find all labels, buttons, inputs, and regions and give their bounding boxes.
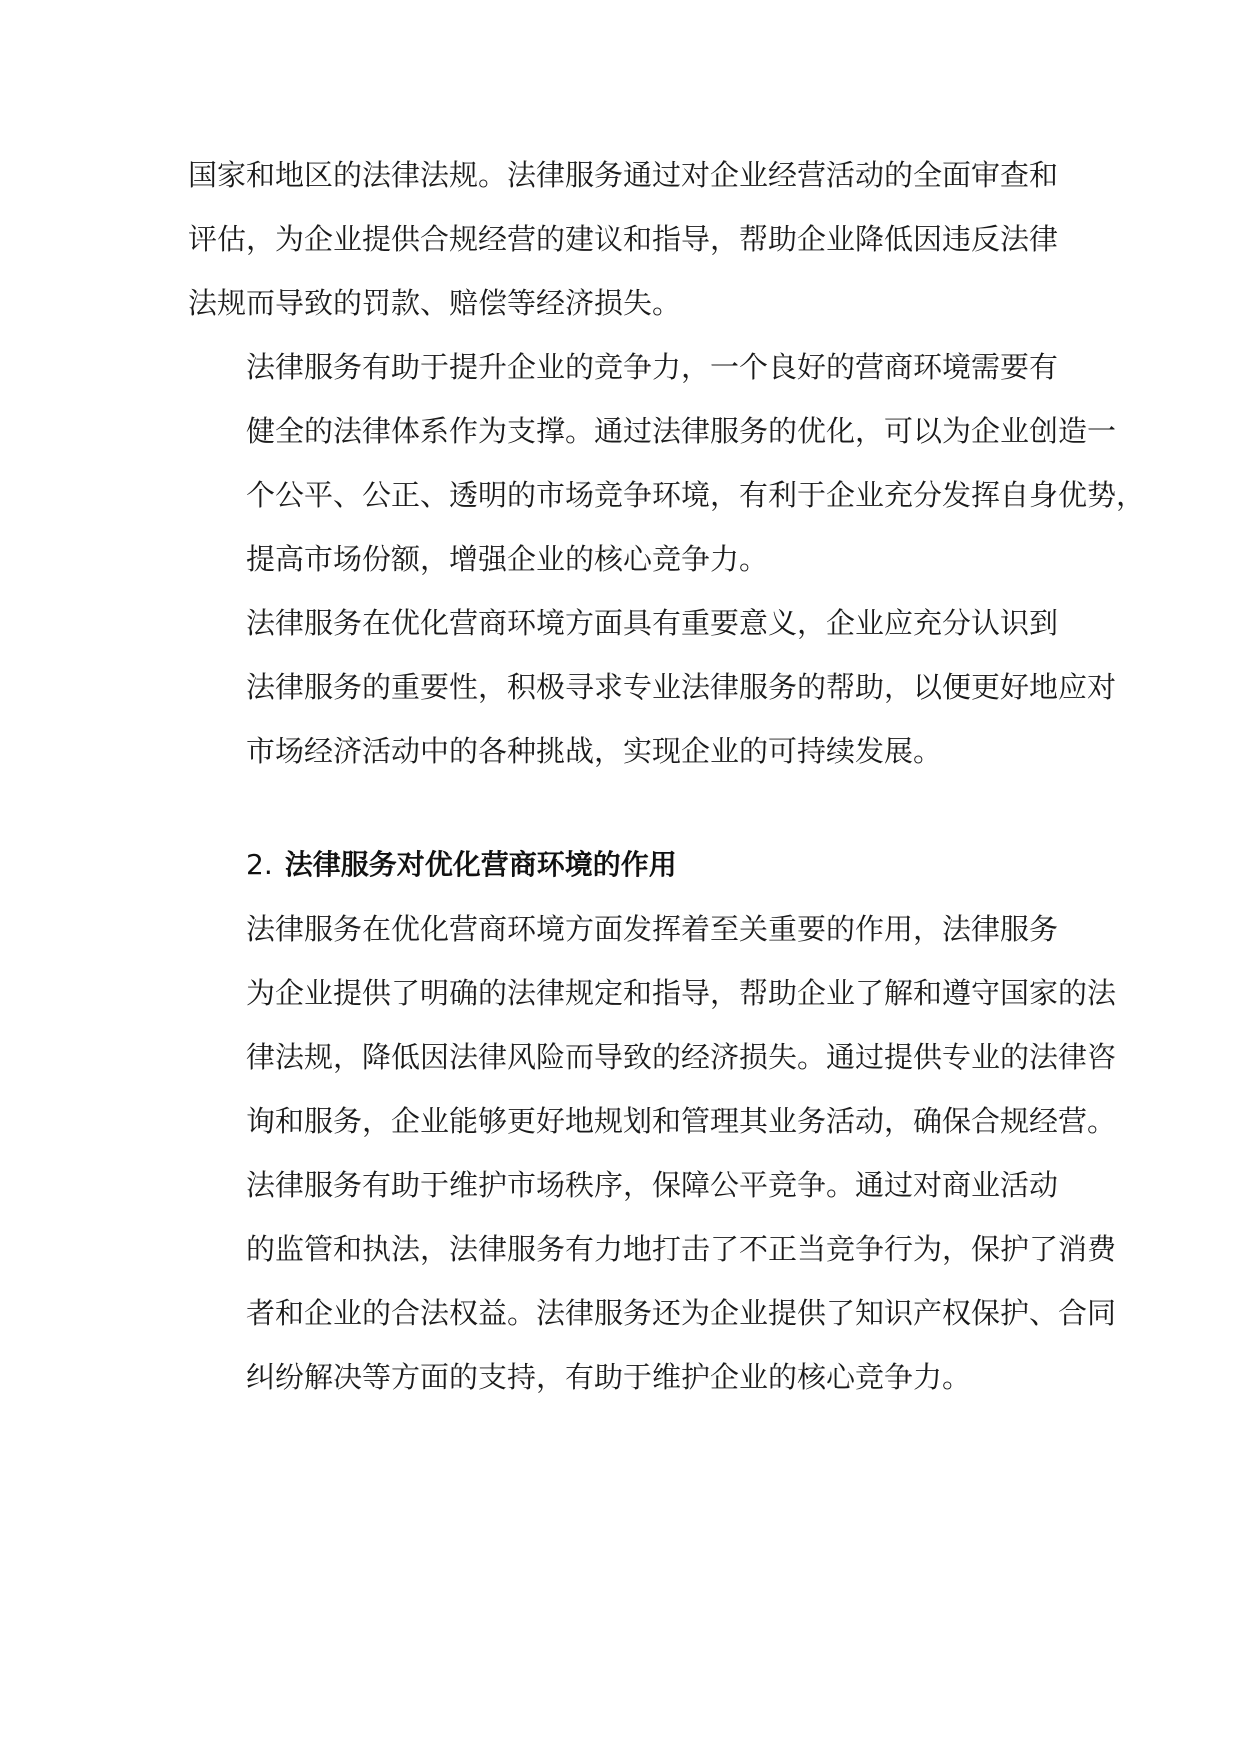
paragraph-line: 国家和地区的法律法规。法律服务通过对企业经营活动的全面审查和: [188, 158, 1059, 192]
paragraph-line: 法律服务在优化营商环境方面发挥着至关重要的作用，法律服务: [246, 912, 1059, 946]
paragraph-line: 健全的法律体系作为支撑。通过法律服务的优化，可以为企业创造一: [246, 414, 1117, 448]
paragraph-line: 法律服务有助于维护市场秩序，保障公平竞争。通过对商业活动: [246, 1168, 1059, 1202]
paragraph-line: 法律服务有助于提升企业的竞争力，一个良好的营商环境需要有: [246, 350, 1059, 384]
section-title: 法律服务对优化营商环境的作用: [284, 848, 677, 881]
paragraph-5: [188, 1153, 1117, 1409]
paragraph-line: 法规而导致的罚款、赔偿等经济损失。: [188, 286, 682, 320]
paragraph-line: 律法规，降低因法律风险而导致的经济损失。通过提供专业的法律咨: [246, 1040, 1117, 1074]
paragraph-line: 询和服务，企业能够更好地规划和管理其业务活动，确保合规经营。: [246, 1104, 1117, 1138]
paragraph-1: [188, 143, 1058, 335]
document-body: [188, 143, 1146, 1409]
paragraph-line: 市场经济活动中的各种挑战，实现企业的可持续发展。: [246, 734, 943, 768]
paragraph-3: [188, 591, 1117, 783]
paragraph-line: 为企业提供了明确的法律规定和指导，帮助企业了解和遵守国家的法: [246, 976, 1117, 1010]
paragraph-line: 者和企业的合法权益。法律服务还为企业提供了知识产权保护、合同: [246, 1296, 1117, 1330]
paragraph-line: 纠纷解决等方面的支持，有助于维护企业的核心竞争力。: [246, 1360, 972, 1394]
paragraph-2: [188, 335, 1146, 591]
paragraph-line: 法律服务在优化营商环境方面具有重要意义，企业应充分认识到: [246, 606, 1059, 640]
section-heading: [188, 833, 1058, 897]
paragraph-line: 的监管和执法，法律服务有力地打击了不正当竞争行为，保护了消费: [246, 1232, 1117, 1266]
paragraph-line: 提高市场份额，增强企业的核心竞争力。: [246, 542, 769, 576]
paragraph-line: 个公平、公正、透明的市场竞争环境，有利于企业充分发挥自身优势，: [246, 478, 1146, 512]
paragraph-line: 法律服务的重要性，积极寻求专业法律服务的帮助，以便更好地应对: [246, 670, 1117, 704]
paragraph-line: 评估，为企业提供合规经营的建议和指导，帮助企业降低因违反法律: [188, 222, 1059, 256]
section-number: 2.: [246, 848, 273, 881]
paragraph-4: [188, 897, 1117, 1153]
